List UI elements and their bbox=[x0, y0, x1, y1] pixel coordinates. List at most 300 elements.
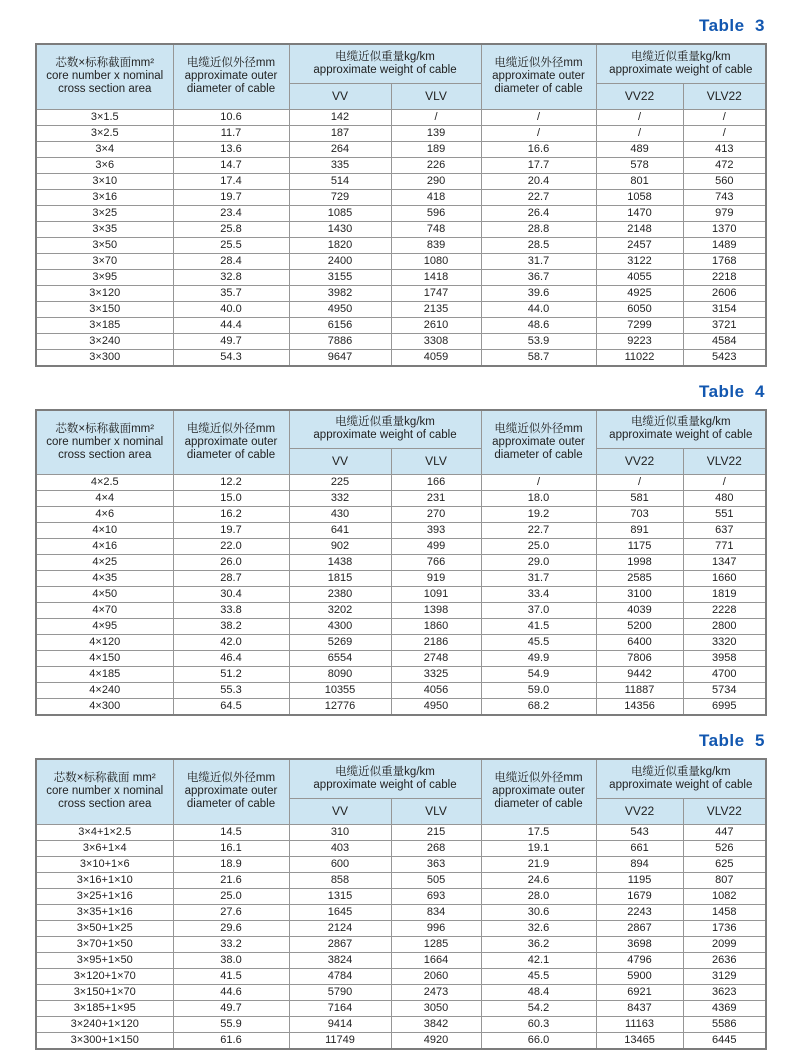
table-row bbox=[36, 904, 766, 920]
spec-cell: 3×10+1×6 bbox=[36, 856, 173, 872]
value-cell: 58.7 bbox=[481, 349, 596, 366]
table-5-title: Table 5 bbox=[698, 731, 765, 750]
table-row bbox=[36, 856, 766, 872]
header-vv: VV bbox=[289, 83, 391, 109]
value-cell: 60.3 bbox=[481, 1016, 596, 1032]
header-vlv22: VLV22 bbox=[683, 798, 766, 824]
value-cell: 290 bbox=[391, 173, 481, 189]
value-cell: 13465 bbox=[596, 1032, 683, 1049]
value-cell: 4056 bbox=[391, 683, 481, 699]
table-row bbox=[36, 872, 766, 888]
header-dia2-zh: 电缆近似外径mm bbox=[494, 772, 583, 785]
value-cell: 1489 bbox=[683, 237, 766, 253]
table-4-header bbox=[36, 410, 766, 475]
value-cell: 3824 bbox=[289, 952, 391, 968]
value-cell: 20.4 bbox=[481, 173, 596, 189]
table-5-section bbox=[35, 731, 765, 1050]
value-cell: 19.1 bbox=[481, 840, 596, 856]
header-outer-diameter-1 bbox=[173, 44, 289, 109]
value-cell: 37.0 bbox=[481, 603, 596, 619]
header-weight-group-1 bbox=[289, 410, 481, 449]
value-cell: 7886 bbox=[289, 333, 391, 349]
header-core-number-zh: 芯数×标称截面mm² bbox=[55, 57, 155, 70]
value-cell: 600 bbox=[289, 856, 391, 872]
header-core-number bbox=[36, 410, 173, 475]
value-cell: 55.9 bbox=[173, 1016, 289, 1032]
header-vlv: VLV bbox=[391, 83, 481, 109]
cable-spec-table-3 bbox=[35, 43, 767, 367]
value-cell: 3721 bbox=[683, 317, 766, 333]
value-cell: 270 bbox=[391, 507, 481, 523]
table-row bbox=[36, 269, 766, 285]
header-weight-group-2 bbox=[596, 44, 766, 83]
value-cell: 16.1 bbox=[173, 840, 289, 856]
header-vlv22: VLV22 bbox=[683, 449, 766, 475]
table-row bbox=[36, 619, 766, 635]
value-cell: 1430 bbox=[289, 221, 391, 237]
value-cell: 25.0 bbox=[481, 539, 596, 555]
table-row bbox=[36, 603, 766, 619]
value-cell: 44.6 bbox=[173, 984, 289, 1000]
value-cell: 22.7 bbox=[481, 189, 596, 205]
value-cell: 1195 bbox=[596, 872, 683, 888]
value-cell: 581 bbox=[596, 491, 683, 507]
value-cell: 3842 bbox=[391, 1016, 481, 1032]
value-cell: 543 bbox=[596, 824, 683, 840]
value-cell: 418 bbox=[391, 189, 481, 205]
header-dia1-en2: diameter of cable bbox=[186, 798, 276, 811]
value-cell: 514 bbox=[289, 173, 391, 189]
spec-cell: 3×70+1×50 bbox=[36, 936, 173, 952]
value-cell: 28.0 bbox=[481, 888, 596, 904]
table-row bbox=[36, 824, 766, 840]
header-vv22: VV22 bbox=[596, 449, 683, 475]
value-cell: 1347 bbox=[683, 555, 766, 571]
value-cell: 66.0 bbox=[481, 1032, 596, 1049]
value-cell: 17.7 bbox=[481, 157, 596, 173]
table-row bbox=[36, 555, 766, 571]
header-core-number-zh: 芯数×标称截面 mm² bbox=[53, 772, 156, 785]
value-cell: 33.8 bbox=[173, 603, 289, 619]
value-cell: 578 bbox=[596, 157, 683, 173]
value-cell: 363 bbox=[391, 856, 481, 872]
value-cell: 54.3 bbox=[173, 349, 289, 366]
spec-cell: 4×95 bbox=[36, 619, 173, 635]
header-dia1-en1: approximate outer bbox=[184, 785, 278, 798]
value-cell: 596 bbox=[391, 205, 481, 221]
value-cell: 480 bbox=[683, 491, 766, 507]
value-cell: / bbox=[596, 475, 683, 491]
value-cell: 2380 bbox=[289, 587, 391, 603]
value-cell: 226 bbox=[391, 157, 481, 173]
value-cell: 430 bbox=[289, 507, 391, 523]
value-cell: 17.4 bbox=[173, 173, 289, 189]
value-cell: 51.2 bbox=[173, 667, 289, 683]
value-cell: 26.0 bbox=[173, 555, 289, 571]
value-cell: 9442 bbox=[596, 667, 683, 683]
value-cell: 45.5 bbox=[481, 635, 596, 651]
value-cell: 641 bbox=[289, 523, 391, 539]
value-cell: 2148 bbox=[596, 221, 683, 237]
value-cell: / bbox=[683, 475, 766, 491]
header-dia2-en2: diameter of cable bbox=[494, 798, 583, 811]
value-cell: 2218 bbox=[683, 269, 766, 285]
value-cell: 4950 bbox=[289, 301, 391, 317]
value-cell: 5734 bbox=[683, 683, 766, 699]
table-5-header bbox=[36, 759, 766, 824]
value-cell: 54.9 bbox=[481, 667, 596, 683]
header-dia2-en2: diameter of cable bbox=[494, 83, 583, 96]
value-cell: / bbox=[596, 109, 683, 125]
value-cell: 858 bbox=[289, 872, 391, 888]
table-row bbox=[36, 109, 766, 125]
header-core-number-en1: core number x nominal bbox=[46, 785, 164, 798]
header-outer-diameter-1 bbox=[173, 759, 289, 824]
spec-cell: 4×16 bbox=[36, 539, 173, 555]
header-dia1-en2: diameter of cable bbox=[186, 448, 276, 461]
value-cell: 4950 bbox=[391, 699, 481, 716]
value-cell: 44.4 bbox=[173, 317, 289, 333]
spec-cell: 4×300 bbox=[36, 699, 173, 716]
value-cell: 55.3 bbox=[173, 683, 289, 699]
header-dia1-zh: 电缆近似外径mm bbox=[186, 772, 276, 785]
value-cell: 11749 bbox=[289, 1032, 391, 1049]
value-cell: 49.9 bbox=[481, 651, 596, 667]
value-cell: 7806 bbox=[596, 651, 683, 667]
value-cell: 526 bbox=[683, 840, 766, 856]
value-cell: 3122 bbox=[596, 253, 683, 269]
value-cell: 2124 bbox=[289, 920, 391, 936]
value-cell: 268 bbox=[391, 840, 481, 856]
value-cell: 1768 bbox=[683, 253, 766, 269]
value-cell: 11163 bbox=[596, 1016, 683, 1032]
spec-cell: 3×50 bbox=[36, 237, 173, 253]
table-row bbox=[36, 1032, 766, 1049]
header-wt2-en: approximate weight of cable bbox=[609, 63, 753, 76]
table-row bbox=[36, 1000, 766, 1016]
value-cell: 1080 bbox=[391, 253, 481, 269]
value-cell: 1815 bbox=[289, 571, 391, 587]
value-cell: 2186 bbox=[391, 635, 481, 651]
value-cell: 1645 bbox=[289, 904, 391, 920]
value-cell: 979 bbox=[683, 205, 766, 221]
value-cell: 5423 bbox=[683, 349, 766, 366]
value-cell: / bbox=[683, 109, 766, 125]
value-cell: 39.6 bbox=[481, 285, 596, 301]
table-row bbox=[36, 523, 766, 539]
value-cell: 2400 bbox=[289, 253, 391, 269]
value-cell: 834 bbox=[391, 904, 481, 920]
header-dia1-en2: diameter of cable bbox=[186, 83, 276, 96]
header-outer-diameter-1 bbox=[173, 410, 289, 475]
value-cell: 48.6 bbox=[481, 317, 596, 333]
table-row bbox=[36, 952, 766, 968]
value-cell: 61.6 bbox=[173, 1032, 289, 1049]
table-row bbox=[36, 205, 766, 221]
value-cell: 5586 bbox=[683, 1016, 766, 1032]
value-cell: 801 bbox=[596, 173, 683, 189]
value-cell: 2800 bbox=[683, 619, 766, 635]
header-vlv22: VLV22 bbox=[683, 83, 766, 109]
value-cell: 19.7 bbox=[173, 189, 289, 205]
value-cell: 807 bbox=[683, 872, 766, 888]
value-cell: 28.4 bbox=[173, 253, 289, 269]
table-row bbox=[36, 173, 766, 189]
value-cell: 766 bbox=[391, 555, 481, 571]
value-cell: 25.8 bbox=[173, 221, 289, 237]
header-wt1-en: approximate weight of cable bbox=[313, 63, 457, 76]
value-cell: 4784 bbox=[289, 968, 391, 984]
spec-cell: 3×2.5 bbox=[36, 125, 173, 141]
header-wt2-zh: 电缆近似重量kg/km bbox=[630, 765, 731, 778]
value-cell: 11022 bbox=[596, 349, 683, 366]
value-cell: 46.4 bbox=[173, 651, 289, 667]
value-cell: 3155 bbox=[289, 269, 391, 285]
value-cell: 21.6 bbox=[173, 872, 289, 888]
spec-cell: 3×4 bbox=[36, 141, 173, 157]
value-cell: 31.7 bbox=[481, 571, 596, 587]
header-wt1-en: approximate weight of cable bbox=[313, 778, 457, 791]
value-cell: 49.7 bbox=[173, 333, 289, 349]
value-cell: 33.2 bbox=[173, 936, 289, 952]
value-cell: 413 bbox=[683, 141, 766, 157]
value-cell: 16.6 bbox=[481, 141, 596, 157]
value-cell: 5900 bbox=[596, 968, 683, 984]
header-dia2-zh: 电缆近似外径mm bbox=[494, 422, 583, 435]
value-cell: 24.6 bbox=[481, 872, 596, 888]
value-cell: 472 bbox=[683, 157, 766, 173]
header-wt1-en: approximate weight of cable bbox=[313, 429, 457, 442]
table-row bbox=[36, 189, 766, 205]
value-cell: / bbox=[481, 109, 596, 125]
spec-cell: 3×150+1×70 bbox=[36, 984, 173, 1000]
value-cell: 44.0 bbox=[481, 301, 596, 317]
table-3-section bbox=[35, 16, 765, 367]
spec-cell: 4×25 bbox=[36, 555, 173, 571]
value-cell: 703 bbox=[596, 507, 683, 523]
value-cell: 10.6 bbox=[173, 109, 289, 125]
value-cell: 48.4 bbox=[481, 984, 596, 1000]
value-cell: 215 bbox=[391, 824, 481, 840]
value-cell: 551 bbox=[683, 507, 766, 523]
value-cell: 139 bbox=[391, 125, 481, 141]
value-cell: 771 bbox=[683, 539, 766, 555]
value-cell: 5790 bbox=[289, 984, 391, 1000]
header-vlv: VLV bbox=[391, 449, 481, 475]
value-cell: 1438 bbox=[289, 555, 391, 571]
header-outer-diameter-2 bbox=[481, 44, 596, 109]
spec-cell: 3×6+1×4 bbox=[36, 840, 173, 856]
spec-cell: 3×35 bbox=[36, 221, 173, 237]
header-dia2-en1: approximate outer bbox=[492, 70, 585, 83]
value-cell: 64.5 bbox=[173, 699, 289, 716]
header-vv22: VV22 bbox=[596, 798, 683, 824]
table-row bbox=[36, 349, 766, 366]
cable-spec-table-4 bbox=[35, 409, 767, 717]
value-cell: / bbox=[596, 125, 683, 141]
value-cell: 4920 bbox=[391, 1032, 481, 1049]
table-row bbox=[36, 475, 766, 491]
value-cell: 894 bbox=[596, 856, 683, 872]
header-outer-diameter-2 bbox=[481, 759, 596, 824]
table-row bbox=[36, 253, 766, 269]
table-3-header bbox=[36, 44, 766, 109]
value-cell: 12776 bbox=[289, 699, 391, 716]
table-row bbox=[36, 587, 766, 603]
value-cell: 59.0 bbox=[481, 683, 596, 699]
value-cell: 2867 bbox=[596, 920, 683, 936]
header-weight-group-2 bbox=[596, 759, 766, 798]
header-weight-group-1 bbox=[289, 759, 481, 798]
value-cell: 38.2 bbox=[173, 619, 289, 635]
value-cell: / bbox=[683, 125, 766, 141]
value-cell: 4700 bbox=[683, 667, 766, 683]
value-cell: 3325 bbox=[391, 667, 481, 683]
header-wt1-zh: 电缆近似重量kg/km bbox=[335, 50, 435, 63]
value-cell: 4796 bbox=[596, 952, 683, 968]
value-cell: 53.9 bbox=[481, 333, 596, 349]
value-cell: 3129 bbox=[683, 968, 766, 984]
value-cell: 41.5 bbox=[173, 968, 289, 984]
value-cell: 32.8 bbox=[173, 269, 289, 285]
value-cell: 2610 bbox=[391, 317, 481, 333]
value-cell: 14.5 bbox=[173, 824, 289, 840]
spec-cell: 3×25 bbox=[36, 205, 173, 221]
value-cell: 3982 bbox=[289, 285, 391, 301]
spec-cell: 3×300+1×150 bbox=[36, 1032, 173, 1049]
table-row bbox=[36, 984, 766, 1000]
table-4-body bbox=[36, 475, 766, 716]
table-row bbox=[36, 125, 766, 141]
value-cell: 2867 bbox=[289, 936, 391, 952]
value-cell: 54.2 bbox=[481, 1000, 596, 1016]
spec-cell: 4×70 bbox=[36, 603, 173, 619]
header-wt2-zh: 电缆近似重量kg/km bbox=[630, 50, 731, 63]
value-cell: 1998 bbox=[596, 555, 683, 571]
value-cell: 11.7 bbox=[173, 125, 289, 141]
spec-cell: 3×240+1×120 bbox=[36, 1016, 173, 1032]
spec-cell: 3×10 bbox=[36, 173, 173, 189]
value-cell: 49.7 bbox=[173, 1000, 289, 1016]
value-cell: 33.4 bbox=[481, 587, 596, 603]
table-row bbox=[36, 221, 766, 237]
value-cell: 891 bbox=[596, 523, 683, 539]
value-cell: 25.0 bbox=[173, 888, 289, 904]
value-cell: 30.4 bbox=[173, 587, 289, 603]
value-cell: 16.2 bbox=[173, 507, 289, 523]
value-cell: 6995 bbox=[683, 699, 766, 716]
value-cell: 1747 bbox=[391, 285, 481, 301]
table-row bbox=[36, 651, 766, 667]
header-core-number-en2: cross section area bbox=[58, 448, 152, 461]
value-cell: 1370 bbox=[683, 221, 766, 237]
value-cell: 7164 bbox=[289, 1000, 391, 1016]
spec-cell: 3×4+1×2.5 bbox=[36, 824, 173, 840]
value-cell: 264 bbox=[289, 141, 391, 157]
value-cell: 189 bbox=[391, 141, 481, 157]
value-cell: 1660 bbox=[683, 571, 766, 587]
value-cell: 489 bbox=[596, 141, 683, 157]
value-cell: 661 bbox=[596, 840, 683, 856]
value-cell: 41.5 bbox=[481, 619, 596, 635]
spec-cell: 4×6 bbox=[36, 507, 173, 523]
value-cell: 1458 bbox=[683, 904, 766, 920]
value-cell: 1398 bbox=[391, 603, 481, 619]
value-cell: 4584 bbox=[683, 333, 766, 349]
cable-spec-table-5 bbox=[35, 758, 767, 1050]
value-cell: 2473 bbox=[391, 984, 481, 1000]
value-cell: 6156 bbox=[289, 317, 391, 333]
table-row bbox=[36, 699, 766, 716]
value-cell: 22.0 bbox=[173, 539, 289, 555]
value-cell: 29.6 bbox=[173, 920, 289, 936]
value-cell: 748 bbox=[391, 221, 481, 237]
value-cell: 10355 bbox=[289, 683, 391, 699]
header-dia2-zh: 电缆近似外径mm bbox=[494, 57, 583, 70]
value-cell: 17.5 bbox=[481, 824, 596, 840]
table-row bbox=[36, 888, 766, 904]
table-row bbox=[36, 507, 766, 523]
value-cell: 18.9 bbox=[173, 856, 289, 872]
table-row bbox=[36, 635, 766, 651]
value-cell: 6554 bbox=[289, 651, 391, 667]
value-cell: 5200 bbox=[596, 619, 683, 635]
value-cell: 142 bbox=[289, 109, 391, 125]
value-cell: 2606 bbox=[683, 285, 766, 301]
header-dia1-en1: approximate outer bbox=[184, 70, 278, 83]
table-row bbox=[36, 141, 766, 157]
table-row bbox=[36, 667, 766, 683]
value-cell: 1315 bbox=[289, 888, 391, 904]
value-cell: 22.7 bbox=[481, 523, 596, 539]
table-row bbox=[36, 539, 766, 555]
value-cell: 13.6 bbox=[173, 141, 289, 157]
value-cell: 7299 bbox=[596, 317, 683, 333]
value-cell: 3958 bbox=[683, 651, 766, 667]
value-cell: 3623 bbox=[683, 984, 766, 1000]
table-row bbox=[36, 1016, 766, 1032]
header-weight-group-2 bbox=[596, 410, 766, 449]
value-cell: 1418 bbox=[391, 269, 481, 285]
value-cell: 31.7 bbox=[481, 253, 596, 269]
table-4-section bbox=[35, 382, 765, 717]
value-cell: 3050 bbox=[391, 1000, 481, 1016]
spec-cell: 4×10 bbox=[36, 523, 173, 539]
value-cell: 2457 bbox=[596, 237, 683, 253]
value-cell: 693 bbox=[391, 888, 481, 904]
spec-cell: 4×50 bbox=[36, 587, 173, 603]
spec-cell: 3×95 bbox=[36, 269, 173, 285]
table-row bbox=[36, 683, 766, 699]
value-cell: 2748 bbox=[391, 651, 481, 667]
value-cell: 1285 bbox=[391, 936, 481, 952]
table-row bbox=[36, 301, 766, 317]
value-cell: 560 bbox=[683, 173, 766, 189]
value-cell: 21.9 bbox=[481, 856, 596, 872]
value-cell: 4059 bbox=[391, 349, 481, 366]
table-4-title: Table 4 bbox=[698, 381, 765, 401]
value-cell: 6445 bbox=[683, 1032, 766, 1049]
value-cell: 30.6 bbox=[481, 904, 596, 920]
value-cell: 166 bbox=[391, 475, 481, 491]
spec-cell: 4×120 bbox=[36, 635, 173, 651]
value-cell: 2228 bbox=[683, 603, 766, 619]
value-cell: 29.0 bbox=[481, 555, 596, 571]
table-3-body bbox=[36, 109, 766, 366]
value-cell: 2135 bbox=[391, 301, 481, 317]
header-wt2-en: approximate weight of cable bbox=[609, 429, 753, 442]
header-wt1-zh: 电缆近似重量kg/km bbox=[335, 765, 435, 778]
